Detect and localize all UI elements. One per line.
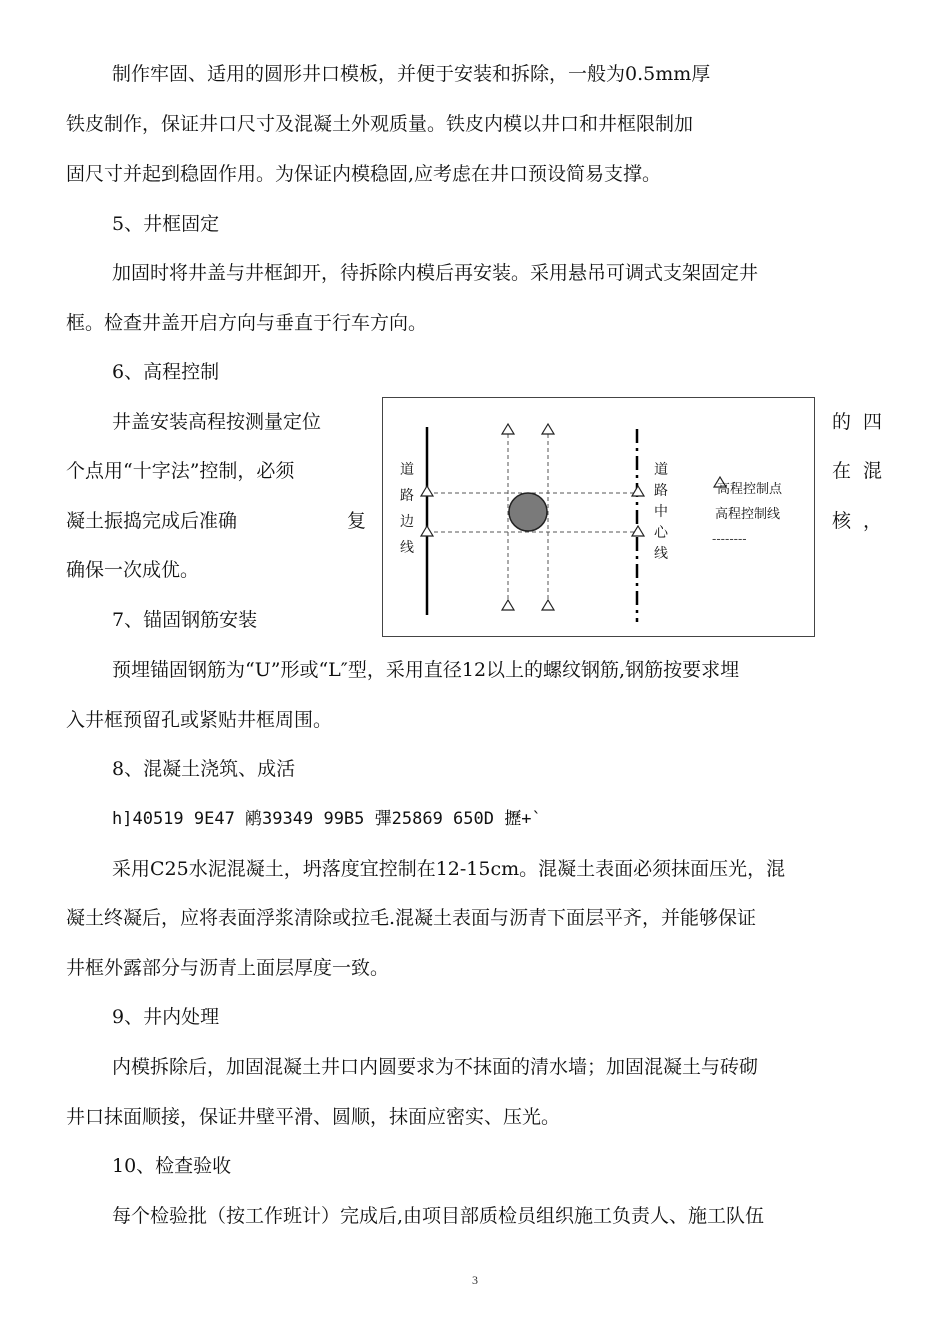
para1-line1: 制作牢固、适用的圆形井口模板，并便于安装和拆除，一般为0.5mm厚	[112, 63, 711, 85]
heading-8: 8、混凝土浇筑、成活	[112, 758, 296, 780]
para8-line2: 凝土终凝后，应将表面浮浆清除或拉毛.混凝土表面与沥青下面层平齐，并能够保证	[66, 907, 757, 929]
legend-line-label: 高程控制线	[715, 506, 781, 521]
para9-line2: 井口抹面顺接，保证井壁平滑、圆顺，抹面应密实、压光。	[66, 1106, 561, 1128]
para5-line1: 加固时将井盖与井框卸开，待拆除内模后再安装。采用悬吊可调式支架固定井	[112, 262, 759, 284]
heading-7: 7、锚固钢筋安装	[112, 609, 258, 631]
heading-6: 6、高程控制	[112, 361, 220, 383]
para6-left-line3-end: 复	[347, 510, 367, 532]
para6-left-line1: 井盖安装高程按测量定位	[112, 411, 322, 433]
para7-line1: 预埋锚固钢筋为“U”形或“L″型，采用直径12以上的螺纹钢筋,钢筋按要求埋	[112, 659, 740, 681]
para6-right-line2: 在混	[832, 460, 895, 482]
legend-point-label: 高程控制点	[717, 481, 783, 496]
para6-left-line2: 个点用“十字法”控制，必须	[66, 460, 295, 482]
para8-line1: 采用C25水泥混凝土，坍落度宜控制在12-15cm。混凝土表面必须抹面压光，混	[112, 858, 786, 880]
heading-10: 10、检查验收	[112, 1155, 232, 1177]
road-edge-label-3: 边	[400, 513, 414, 529]
para1-line3: 固尺寸并起到稳固作用。为保证内模稳固,应考虑在井口预设简易支撑。	[66, 163, 662, 185]
road-center-label-5: 线	[654, 545, 668, 561]
para5-line2: 框。检查井盖开启方向与垂直于行车方向。	[66, 312, 428, 334]
manhole-circle	[509, 493, 547, 531]
para6-left-line3: 凝土振捣完成后准确	[66, 510, 238, 532]
road-center-label-3: 中	[654, 503, 668, 519]
road-edge-label-1: 道	[400, 461, 414, 477]
elevation-control-diagram	[382, 397, 816, 638]
road-center-label-4: 心	[654, 524, 668, 540]
para10-line1: 每个检验批（按工作班计）完成后,由项目部质检员组织施工负责人、施工队伍	[112, 1205, 765, 1227]
para9-line1: 内模拆除后，加固混凝土井口内圆要求为不抹面的清水墙；加固混凝土与砖砌	[112, 1056, 759, 1078]
para6-right-line3: 核，	[832, 510, 895, 532]
road-center-label-1: 道	[654, 461, 668, 477]
garbled-text-line: h]40519 9E47 鹇39349 99B5 彃25869 650D 攊+`	[112, 809, 542, 829]
heading-9: 9、井内处理	[112, 1006, 220, 1028]
road-edge-label-4: 线	[400, 539, 414, 555]
legend-line-sample: --------	[712, 531, 747, 546]
road-edge-label-2: 路	[400, 487, 414, 503]
para7-line2: 入井框预留孔或紧贴井框周围。	[66, 709, 333, 731]
para1-line2: 铁皮制作，保证井口尺寸及混凝土外观质量。铁皮内模以井口和井框限制加	[66, 113, 694, 135]
page-number: 3	[472, 1273, 478, 1287]
para6-right-line1: 的 四	[832, 411, 882, 433]
para8-line3: 井框外露部分与沥青上面层厚度一致。	[66, 957, 390, 979]
heading-5: 5、井框固定	[112, 213, 220, 235]
road-center-label-2: 路	[654, 482, 668, 498]
para6-left-line4: 确保一次成优。	[66, 559, 200, 581]
